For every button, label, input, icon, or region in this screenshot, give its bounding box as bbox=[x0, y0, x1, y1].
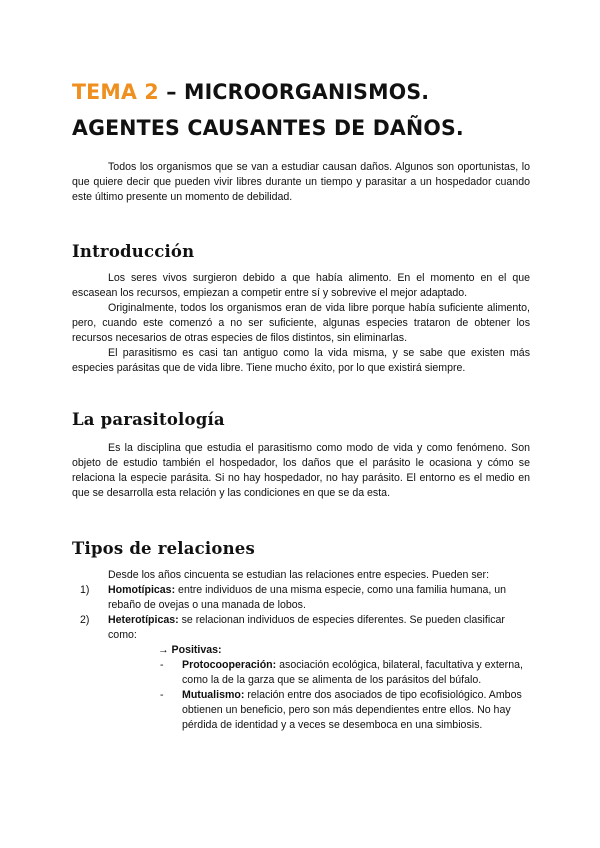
heading-parasitologia: La parasitología bbox=[72, 410, 225, 429]
page-title bbox=[72, 74, 542, 145]
introduccion-body bbox=[72, 271, 530, 376]
introduccion-p2: Originalmente, todos los organismos eran de vida libre porque había suficiente alimento, pero, cuando este comenzó a no ser suficiente, algunas especies trataron de obtener los recursos necesarios de otras especies de filos distintos, sin eliminarlas. bbox=[72, 302, 530, 344]
intro-paragraph bbox=[72, 160, 530, 205]
relaciones-body bbox=[72, 568, 534, 733]
sub-list-item bbox=[158, 658, 534, 688]
parasitologia-text: Es la disciplina que estudia el parasitismo como modo de vida y como fenómeno. Son objeto de estudio también el hospedador, los daños que el parásito le ocasiona y cómo se relaciona la especie parásita. Si no hay hospedador, no hay parásito. El entorno es el medio en que se desarrolla esta relación y las condiciones en que se da esta. bbox=[72, 442, 530, 499]
heading-relaciones: Tipos de relaciones bbox=[72, 539, 255, 558]
list-text: se relacionan individuos de especies diferentes. Se pueden clasificar como: bbox=[108, 614, 505, 641]
parasitologia-body bbox=[72, 441, 530, 501]
sub-text: relación entre dos asociados de tipo ecofisiológico. Ambos obtienen un beneficio, pero son más dependientes entre ellos. No hay pérdida de identidad y a veces se desemboca en una simbiosis. bbox=[182, 689, 522, 731]
sub-term: Mutualismo: bbox=[182, 689, 245, 701]
list-term: Heterotípicas: bbox=[108, 614, 179, 626]
heading-introduccion: Introducción bbox=[72, 242, 195, 261]
sub-list-item bbox=[158, 688, 534, 733]
introduccion-p1: Los seres vivos surgieron debido a que había alimento. En el momento en el que escasean los recursos, empiezan a competir entre sí y sobrevive el mejor adaptado. bbox=[72, 272, 530, 299]
sub-text: asociación ecológica, bilateral, facultativa y externa, como la de la garza que se alimenta de los parásitos del búfalo. bbox=[182, 659, 523, 686]
dash-marker: - bbox=[160, 659, 164, 671]
list-item bbox=[72, 613, 534, 643]
title-text: – MICROORGANISMOS. AGENTES CAUSANTES DE DAÑOS. bbox=[72, 79, 464, 141]
intro-text: Todos los organismos que se van a estudiar causan daños. Algunos son oportunistas, lo que quiere decir que pueden vivir libres durante un tiempo y parasitar a un hospedador cuando este último presente un momento de debilidad. bbox=[72, 161, 530, 203]
sub-term: Protocooperación: bbox=[182, 659, 277, 671]
list-term: Homotípicas: bbox=[108, 584, 176, 596]
list-text: entre individuos de una misma especie, como una familia humana, un rebaño de ovejas o una manada de lobos. bbox=[108, 584, 507, 611]
introduccion-p3: El parasitismo es casi tan antiguo como la vida misma, y se sabe que existen más especies parásitas que de vida libre. Tiene mucho éxito, por lo que existirá siempre. bbox=[72, 347, 530, 374]
dash-marker: - bbox=[160, 689, 164, 701]
list-item bbox=[72, 583, 534, 613]
relaciones-intro: Desde los años cincuenta se estudian las relaciones entre especies. Pueden ser: bbox=[108, 569, 490, 581]
list-number: 1) bbox=[80, 584, 90, 596]
list-number: 2) bbox=[80, 614, 90, 626]
title-accent: TEMA 2 bbox=[72, 79, 159, 105]
positivas-heading: → Positivas: bbox=[158, 644, 222, 656]
